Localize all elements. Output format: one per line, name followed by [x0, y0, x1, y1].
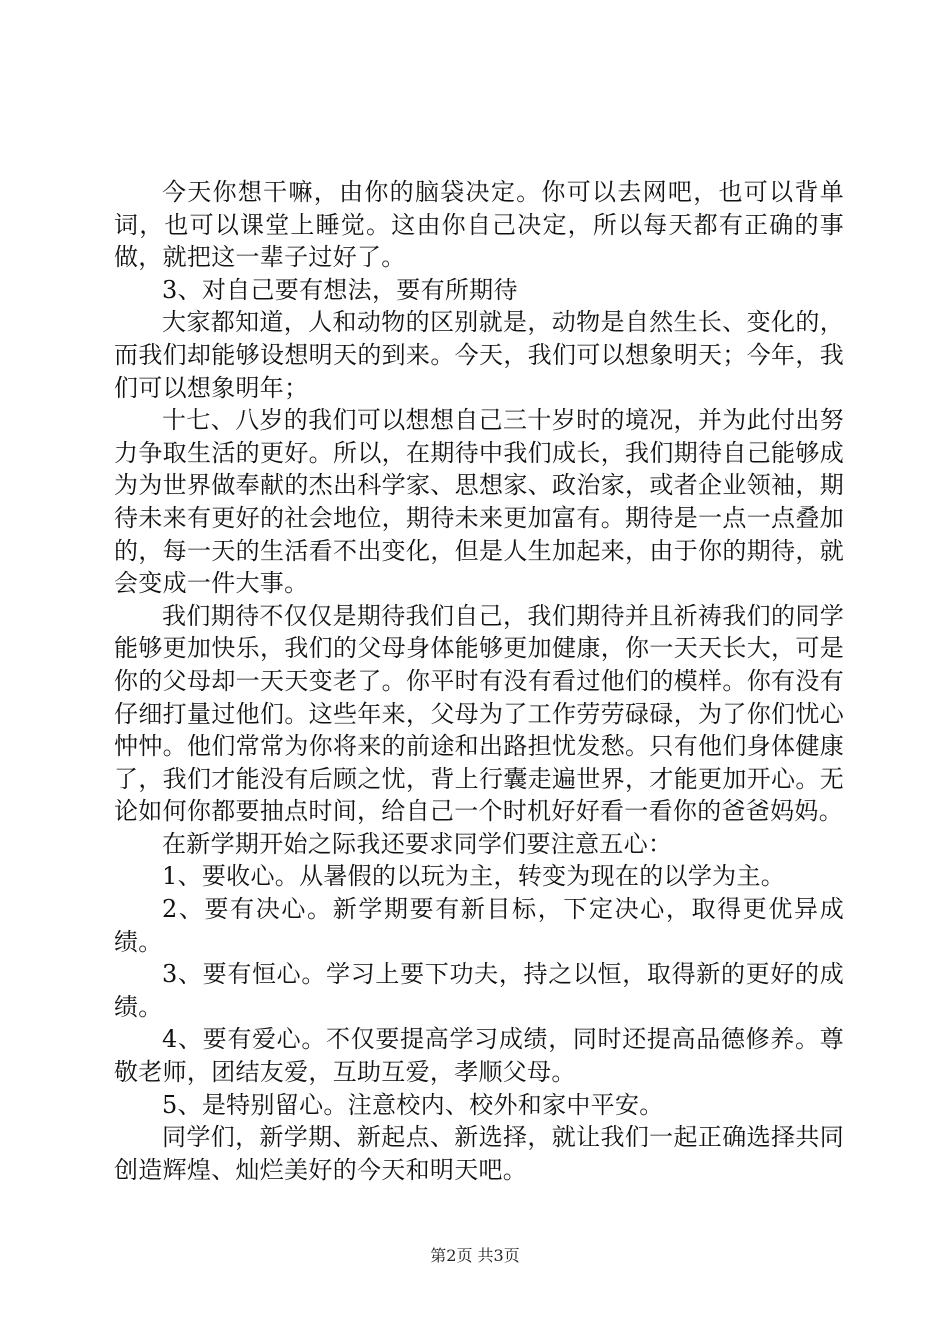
paragraph: 今天你想干嘛，由你的脑袋决定。你可以去网吧，也可以背单词，也可以课堂上睡觉。这由你自己决定，所以每天都有正确的事做，就把这一辈子过好了。: [114, 178, 844, 272]
list-item: 4、要有爱心。不仅要提高学习成绩，同时还提高品德修养。尊敬老师，团结友爱，互助互爱，孝顺父母。: [114, 1025, 844, 1087]
body-text: [114, 176, 844, 1186]
list-item: 5、是特别留心。注意校内、校外和家中平安。: [162, 1090, 664, 1119]
page-number-footer: 第2页 共3页: [430, 1246, 520, 1265]
list-item: 3、要有恒心。学习上要下功夫，持之以恒，取得新的更好的成绩。: [114, 960, 844, 1021]
paragraph: 我们期待不仅仅是期待我们自己，我们期待并且祈祷我们的同学能够更加快乐，我们的父母身体能够更加健康，你一天天长大，可是你的父母却一天天变老了。你平时有没有看过他们的模样。你有没有仔细打量过他们。这些年来，父母为了工作劳劳碌碌，为了你们忧心忡忡。他们常常为你将来的前途和出路担忧发愁。只有他们身体健康了，我们才能没有后顾之忧，背上行囊走遍世界，才能更加开心。无论如何你都要抽点时间，给自己一个时机好好看一看你的爸爸妈妈。: [114, 601, 844, 826]
paragraph: 在新学期开始之际我还要求同学们要注意五心：: [162, 829, 673, 858]
section-heading: 3、对自己要有想法，要有所期待: [162, 275, 518, 304]
list-item: 1、要收心。从暑假的以玩为主，转变为现在的以学为主。: [162, 862, 786, 891]
list-item: 2、要有决心。新学期要有新目标，下定决心，取得更优异成绩。: [114, 895, 844, 956]
paragraph: 同学们，新学期、新起点、新选择，就让我们一起正确选择共同创造辉煌、灿烂美好的今天和明天吧。: [114, 1123, 844, 1184]
paragraph: 十七、八岁的我们可以想想自己三十岁时的境况，并为此付出努力争取生活的更好。所以，在期待中我们成长，我们期待自己能够成为为世界做奉献的杰出科学家、思想家、政治家，或者企业领袖，期待未来有更好的社会地位，期待未来更加富有。期待是一点一点叠加的，每一天的生活看不出变化，但是人生加起来，由于你的期待，就会变成一件大事。: [114, 406, 844, 598]
paragraph: 大家都知道，人和动物的区别就是，动物是自然生长、变化的，而我们却能够设想明天的到来。今天，我们可以想象明天；今年，我们可以想象明年；: [114, 308, 844, 402]
